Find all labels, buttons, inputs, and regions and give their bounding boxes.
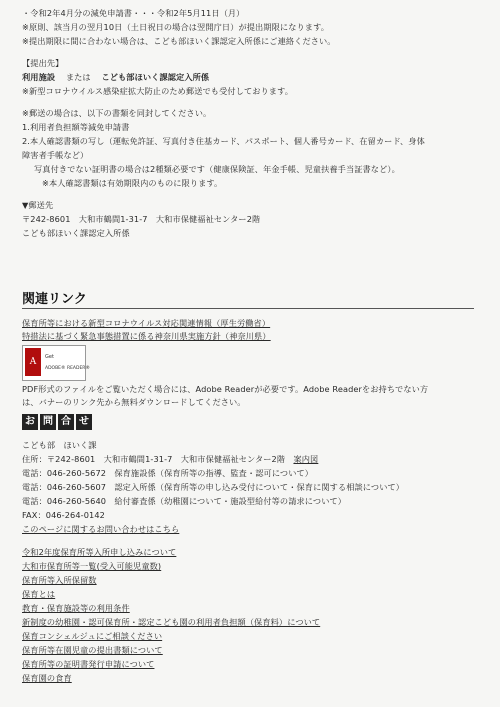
banner-get-text: Get — [45, 354, 54, 360]
deadline-note-2: ※提出期限に間に合わない場合は、こども部ほいく課認定入所係にご連絡ください。 — [22, 36, 336, 46]
contact-char-2: 問 — [40, 414, 56, 430]
address-line-2: こども部ほいく課認定入所係 — [22, 228, 130, 238]
contact-address — [22, 454, 318, 464]
related-link-1[interactable]: 保育所等における新型コロナウイルス対応関連情報（厚生労働省） — [22, 318, 271, 328]
contact-char-3: 合 — [58, 414, 74, 430]
deadline-line-1: ・令和2年4月分の減免申請書・・・令和2年5月11日（月） — [22, 8, 245, 18]
nav-link-2[interactable]: 大和市保育所等一覧(受入可能児童数) — [22, 561, 162, 571]
contact-char-4: せ — [76, 414, 92, 430]
nav-link-10[interactable]: 保育園の食育 — [22, 673, 72, 683]
submit-facility: 利用施設 — [22, 72, 56, 82]
mail-item-4: ※本人確認書類は有効期限内のものに限ります。 — [42, 178, 223, 188]
nav-link-8[interactable]: 保育所等在園児童の提出書類について — [22, 645, 163, 655]
contact-dept: こども部 ほいく課 — [22, 440, 97, 450]
adobe-reader-banner[interactable] — [22, 345, 90, 381]
related-link-2[interactable]: 特措法に基づく緊急事態措置に係る神奈川県実施方針（神奈川県） — [22, 331, 271, 341]
related-links-title: 関連リンク — [22, 292, 87, 307]
mail-item-1: 1.利用者負担額等減免申請書 — [22, 122, 130, 132]
pdf-icon: A — [25, 348, 41, 376]
submit-office: こども部ほいく課認定入所係 — [101, 72, 210, 82]
nav-link-4[interactable]: 保育とは — [22, 589, 56, 599]
mail-heading: ※郵送の場合は、以下の書類を同封してください。 — [22, 108, 212, 118]
contact-char-1: お — [22, 414, 38, 430]
submit-mail-note: ※新型コロナウイルス感染症拡大防止のため郵送でも受付しております。 — [22, 86, 294, 96]
address-line-1: 〒242-8601 大和市鶴間1-31-7 大和市保健福祉センター2階 — [22, 214, 261, 224]
pdf-note-line-1: PDF形式のファイルをご覧いただく場合には、Adobe Readerが必要です。Adobe Readerをお持ちでない方 — [22, 384, 429, 394]
nav-link-5[interactable]: 教育・保育施設等の利用条件 — [22, 603, 130, 613]
pdf-note-line-2: は、バナーのリンク先から無料ダウンロードしてください。 — [22, 397, 246, 407]
banner-label: ADOBE® READER® — [45, 366, 90, 371]
nav-link-1[interactable]: 令和2年度保育所等入所申し込みについて — [22, 547, 177, 557]
contact-phone-2: 電話：046-260-5607 認定入所係（保育所等の申し込み受付について・保育に関する相談について） — [22, 482, 405, 492]
submit-heading: 【提出先】 — [22, 58, 64, 68]
contact-heading-badge — [22, 414, 92, 430]
nav-link-9[interactable]: 保育所等の証明書発行申請について — [22, 659, 155, 669]
contact-phone-1: 電話：046-260-5672 保育施設係（保育所等の指導、監査・認可について） — [22, 468, 314, 478]
mail-item-3: 写真付きでない証明書の場合は2種類必要です（健康保険証、年金手帳、児童扶養手当証書など）。 — [34, 164, 400, 174]
contact-phone-3: 電話：046-260-5640 給付審査係（幼稚園について・施設型給付等の請求について） — [22, 496, 347, 506]
deadline-note-1: ※原則、該当月の翌月10日（土日祝日の場合は翌開庁日）が提出期限になります。 — [22, 22, 329, 32]
nav-link-7[interactable]: 保育コンシェルジュにご相談ください — [22, 631, 163, 641]
submit-destination — [22, 72, 209, 82]
inquiry-link[interactable]: このページに関するお問い合わせはこちら — [22, 524, 180, 534]
contact-address-text: 住所：〒242-8601 大和市鶴間1-31-7 大和市保健福祉センター2階 — [22, 454, 294, 464]
address-heading: ▼郵送先 — [22, 200, 54, 210]
contact-fax: FAX：046-264-0142 — [22, 510, 105, 520]
map-link[interactable]: 案内図 — [293, 454, 319, 464]
submit-or: または — [65, 72, 91, 82]
mail-item-2-cont: 障害者手帳など） — [22, 150, 89, 160]
nav-link-6[interactable]: 新制度の幼稚園・認可保育所・認定こども園の利用者負担額（保育料）について — [22, 617, 321, 627]
nav-link-3[interactable]: 保育所等入所保留数 — [22, 575, 97, 585]
related-divider — [22, 308, 474, 309]
mail-item-2: 2.本人確認書類の写し（運転免許証、写真付き住基カード、パスポート、個人番号カード、在留カード、身体 — [22, 136, 425, 146]
